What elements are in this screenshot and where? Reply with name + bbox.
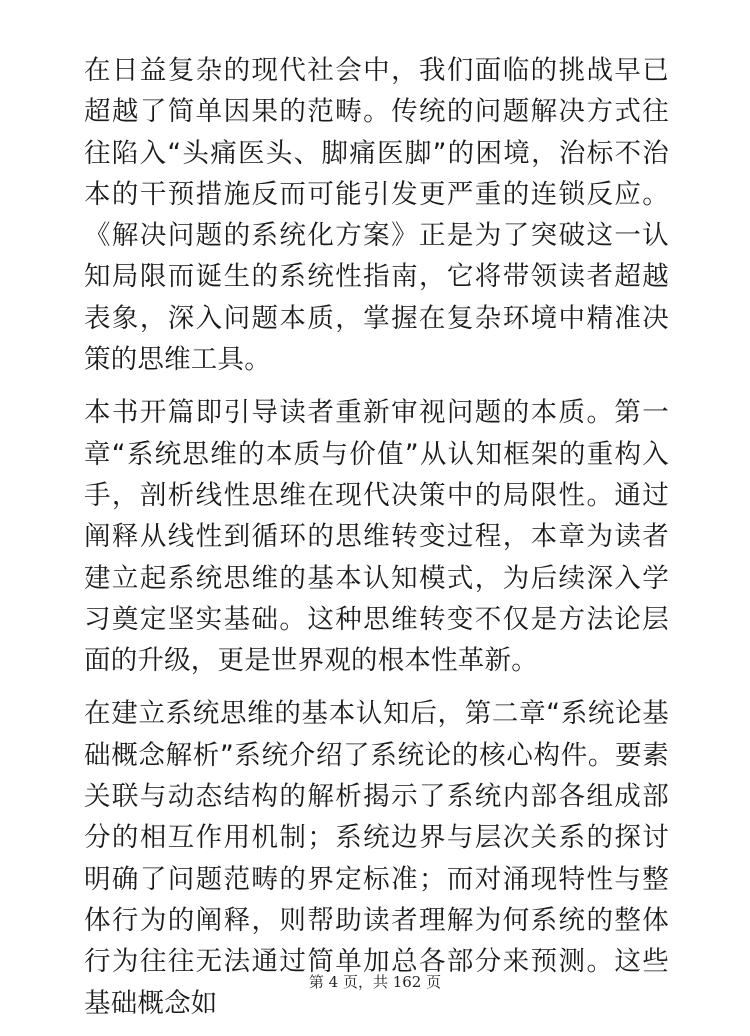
paragraph-3: 在建立系统思维的基本认知后，第二章“系统论基础概念解析”系统介绍了系统论的核心构件。要素关联与动态结构的解析揭示了系统内部各组成部分的相互作用机制；系统边界与层次关系的探讨明确了问题范畴的界定标准；而对涌现特性与整体行为的阐释，则帮助读者理解为何系统的整体行为往往无法通过简单加总各部分来预测。这些基础概念如 xyxy=(84,698,669,1019)
page-number-footer: 第 4 页，共 162 页 xyxy=(308,973,442,991)
paragraph-2: 本书开篇即引导读者重新审视问题的本质。第一章“系统思维的本质与价值”从认知框架的重构入手，剖析线性思维在现代决策中的局限性。通过阐释从线性到循环的思维转变过程，本章为读者建立起系统思维的基本认知模式，为后续深入学习奠定坚实基础。这种思维转变不仅是方法论层面的升级，更是世界观的根本性革新。 xyxy=(84,397,669,677)
paragraph-1: 在日益复杂的现代社会中，我们面临的挑战早已超越了简单因果的范畴。传统的问题解决方式往往陷入“头痛医头、脚痛医脚”的困境，治标不治本的干预措施反而可能引发更严重的连锁反应。《解决问题的系统化方案》正是为了突破这一认知局限而诞生的系统性指南，它将带领读者超越表象，深入问题本质，掌握在复杂环境中精准决策的思维工具。 xyxy=(84,55,669,376)
body-text xyxy=(84,50,669,1036)
